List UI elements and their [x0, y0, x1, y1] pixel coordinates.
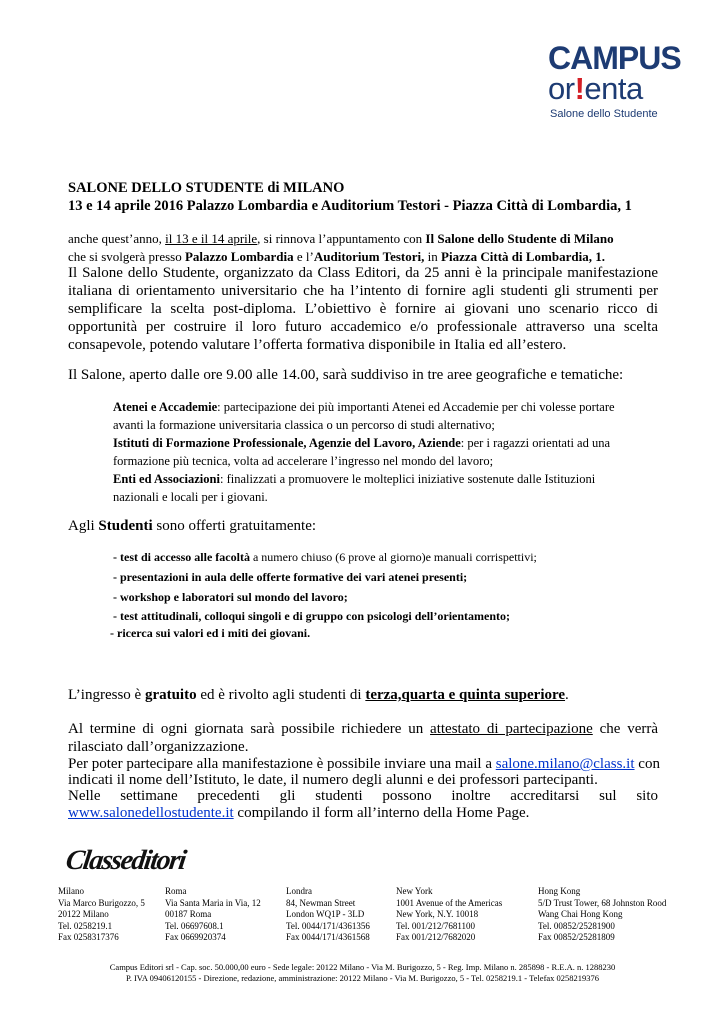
offer-item: - ricerca sui valori ed i miti dei giovani. — [110, 626, 311, 640]
entry-line: L’ingresso è gratuito ed è rivolto agli studenti di terza,quarta e quinta superiore. — [68, 687, 569, 703]
offer-item: - workshop e laboratori sul mondo del lavoro; — [113, 590, 348, 604]
intro-paragraph-line: Il Salone dello Studente, organizzato da Class Editori, da 25 anni è la principale manifestazione — [68, 265, 658, 281]
areas-intro: Il Salone, aperto dalle ore 9.00 alle 14.00, sarà suddiviso in tre aree geografiche e tematiche: — [68, 367, 624, 383]
area-item: Enti ed Associazioni: finalizzati a promuovere le molteplici iniziative sostenute dalle Istituzioni nazionali e locali per i giovani. — [113, 472, 596, 504]
logo-subtitle: Salone dello Studente — [550, 108, 658, 120]
closing-line: Per poter partecipare alla manifestazione è possibile inviare una mail a salone.milano@class.it con — [68, 756, 660, 772]
document-title: SALONE DELLO STUDENTE di MILANO — [68, 180, 345, 196]
footer-legal-line-1: Campus Editori srl - Cap. soc. 50.000,00 euro - Sede legale: 20122 Milano - Via M. Burigozzo, 5 - Reg. Imp. Milano n. 285898 - R.E.A. n. 1288230 — [109, 962, 616, 972]
logo-orienta-text: or!enta — [548, 71, 643, 106]
areas-list — [113, 398, 658, 506]
office-londra: Londra 84, Newman Street London WQ1P - 3LD Tel. 0044/171/4361356 Fax 0044/171/4361568 — [286, 886, 370, 942]
offer-item: - test di accesso alle facoltà a numero chiuso (6 prove al giorno)e manuali corrispettivi; — [113, 550, 537, 564]
website-link[interactable]: www.salonedellostudente.it — [68, 805, 234, 821]
campus-orienta-logo — [548, 40, 681, 124]
offer-item: - test attitudinali, colloqui singoli e di gruppo con psicologi dell’orientamento; — [113, 609, 511, 623]
email-link[interactable]: salone.milano@class.it — [495, 756, 635, 772]
area-item: Atenei e Accademie: partecipazione dei più importanti Atenei ed Accademie per chi volesse portare avanti la formazione universitaria classica o un percorso di studi alternativo; — [113, 400, 615, 432]
closing-line: Nelle settimane precedenti gli studenti possono inoltre accreditarsi sul sito — [68, 788, 658, 804]
offer-item: - presentazioni in aula delle offerte formative dei vari atenei presenti; — [113, 570, 468, 584]
closing-line: Al termine di ogni giornata sarà possibile richiedere un attestato di partecipazione che verrà — [68, 721, 659, 737]
document-subtitle: 13 e 14 aprile 2016 Palazzo Lombardia e Auditorium Testori - Piazza Città di Lombardia, 1 — [68, 198, 632, 214]
footer-legal-line-2: P. IVA 09406120155 - Direzione, redazione, amministrazione: 20122 Milano - Via M. Burigozzo, 5 - Tel. 0258219.1 - Telefax 0258219376 — [125, 973, 600, 983]
office-hong-kong: Hong Kong 5/D Trust Tower, 68 Johnston Rood Wang Chai Hong Kong Tel. 00852/25281900 Fax 00852/25281809 — [538, 886, 667, 942]
intro-paragraph-line: semplificare la scelta post-diploma. L’obiettivo è fornire ai giovani uno scenario ricco di — [68, 301, 658, 317]
office-milano: Milano Via Marco Burigozzo, 5 20122 Milano Tel. 0258219.1 Fax 0258317376 — [58, 886, 145, 942]
logo-campus-text: CAMPUS — [548, 40, 681, 76]
intro-line-2: che si svolgerà presso Palazzo Lombardia e l’Auditorium Testori, in Piazza Città di Lombardia, 1. — [68, 249, 605, 264]
intro-paragraph-line: opportunità per costruire il loro futuro accademico e/o professionale attraverso una scelta — [68, 319, 658, 335]
office-roma: Roma Via Santa Maria in Via, 12 00187 Roma Tel. 06697608.1 Fax 0669920374 — [165, 886, 261, 942]
closing-line: rilasciato dall’organizzazione. — [68, 739, 249, 755]
classeditori-logo: Classeditori — [63, 845, 188, 876]
office-new-york: New York 1001 Avenue of the Americas New York, N.Y. 10018 Tel. 001/212/7681100 Fax 001/212/7682020 — [396, 886, 503, 942]
offers-intro: Agli Studenti sono offerti gratuitamente: — [68, 518, 317, 534]
intro-paragraph-line: italiana di orientamento universitario che ha l’intento di fornire agli studenti gli strumenti per — [68, 283, 658, 299]
closing-line: indicati il nome dell’Istituto, le date, il numero degli alunni e dei professori partecipanti. — [68, 772, 598, 788]
closing-line: www.salonedellostudente.it compilando il form all’interno della Home Page. — [68, 805, 530, 821]
intro-line-1: anche quest’anno, il 13 e il 14 aprile, si rinnova l’appuntamento con Il Salone dello Studente di Milano — [68, 231, 614, 246]
area-item: Istituti di Formazione Professionale, Agenzie del Lavoro, Aziende: per i ragazzi orientati ad una formazione più tecnica, volta ad accelerare l’ingresso nel mondo del lavoro; — [113, 436, 611, 468]
intro-paragraph-line: consapevole, potendo valutare l’offerta formativa disponibile in Italia ed all’estero. — [68, 337, 567, 353]
